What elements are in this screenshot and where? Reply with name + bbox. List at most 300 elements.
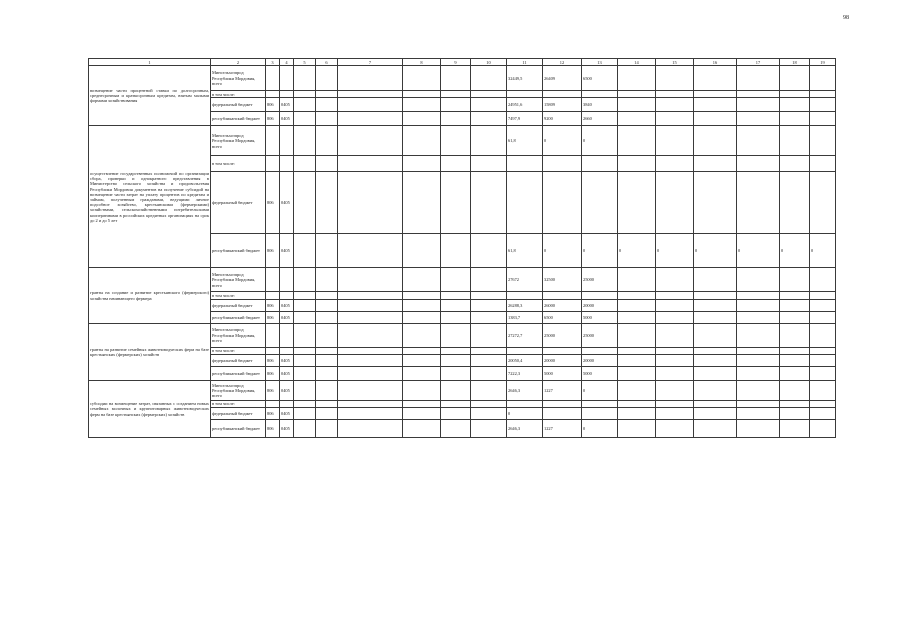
section-code: 0405 bbox=[280, 98, 294, 112]
amount-cell bbox=[694, 268, 737, 292]
amount-cell bbox=[543, 91, 582, 98]
amount-cell bbox=[507, 400, 543, 407]
amount-cell bbox=[780, 311, 810, 323]
amount-cell bbox=[694, 420, 737, 438]
amount-cell: 6500 bbox=[582, 66, 618, 91]
empty-cell bbox=[294, 156, 316, 172]
amount-cell bbox=[810, 380, 836, 400]
empty-cell bbox=[294, 268, 316, 292]
amount-cell bbox=[694, 126, 737, 156]
amount-cell bbox=[810, 366, 836, 380]
amount-cell bbox=[543, 408, 582, 420]
column-number: 10 bbox=[471, 59, 507, 66]
empty-cell bbox=[471, 347, 507, 354]
amount-cell bbox=[737, 172, 780, 234]
amount-cell bbox=[656, 366, 694, 380]
amount-cell: 5000 bbox=[582, 311, 618, 323]
empty-cell bbox=[338, 323, 403, 347]
amount-cell bbox=[694, 354, 737, 366]
amount-cell: 1227 bbox=[543, 380, 582, 400]
measure-description: осуществление государственных полномочий по организации сбора, проверки и однократного представления в Министерство сельского хозяйства и продовольствия Республики Мордовия документов на получение субсидий на возмещение части затрат на уплату процентов по кредитам и займам, полученным гражданами, ведущими личное подсобное хозяйство, крестьянскими (фермерскими) хозяйствами, сельскохозяйственными потребительскими кооперативами в российских кредитных организациях на срок до 2 и до 5 лет bbox=[89, 126, 211, 268]
column-number: 9 bbox=[441, 59, 471, 66]
empty-cell bbox=[316, 66, 338, 91]
amount-cell bbox=[656, 347, 694, 354]
empty-cell bbox=[471, 112, 507, 126]
empty-cell bbox=[316, 234, 338, 268]
amount-cell bbox=[810, 172, 836, 234]
empty-cell bbox=[294, 172, 316, 234]
amount-cell bbox=[618, 420, 656, 438]
amount-cell bbox=[810, 354, 836, 366]
empty-cell bbox=[338, 408, 403, 420]
empty-cell bbox=[441, 366, 471, 380]
empty-cell bbox=[294, 112, 316, 126]
empty-cell bbox=[294, 354, 316, 366]
measure-description: гранты на создание и развитие крестьянского (фермерского) хозяйства начинающего фермера bbox=[89, 268, 211, 323]
empty-cell bbox=[441, 299, 471, 311]
amount-cell bbox=[780, 98, 810, 112]
page-number: 98 bbox=[843, 15, 849, 21]
empty-cell bbox=[403, 98, 441, 112]
empty-cell bbox=[294, 91, 316, 98]
amount-cell: 6500 bbox=[543, 311, 582, 323]
amount-cell bbox=[780, 420, 810, 438]
table-row bbox=[89, 323, 836, 347]
amount-cell: 0 bbox=[694, 234, 737, 268]
amount-cell bbox=[694, 311, 737, 323]
column-number: 13 bbox=[582, 59, 618, 66]
amount-cell: 32500 bbox=[543, 268, 582, 292]
amount-cell: 7222,3 bbox=[507, 366, 543, 380]
amount-cell bbox=[694, 112, 737, 126]
amount-cell bbox=[618, 91, 656, 98]
empty-cell bbox=[316, 126, 338, 156]
column-number: 16 bbox=[694, 59, 737, 66]
grbs-code: 806 bbox=[266, 408, 280, 420]
funding-source: Минсельхозпрод Республики Мордовия, всего bbox=[211, 126, 266, 156]
column-number: 11 bbox=[507, 59, 543, 66]
amount-cell bbox=[694, 292, 737, 299]
section-code: 0405 bbox=[280, 366, 294, 380]
amount-cell bbox=[582, 292, 618, 299]
grbs-code: 806 bbox=[266, 366, 280, 380]
column-number: 6 bbox=[316, 59, 338, 66]
amount-cell bbox=[618, 66, 656, 91]
amount-cell: 5000 bbox=[543, 366, 582, 380]
amount-cell bbox=[737, 299, 780, 311]
empty-cell bbox=[471, 366, 507, 380]
empty-cell bbox=[338, 156, 403, 172]
empty-cell bbox=[403, 234, 441, 268]
amount-cell bbox=[618, 172, 656, 234]
amount-cell bbox=[737, 91, 780, 98]
amount-cell bbox=[810, 126, 836, 156]
empty-cell bbox=[441, 268, 471, 292]
empty-cell bbox=[316, 400, 338, 407]
amount-cell bbox=[656, 172, 694, 234]
amount-cell bbox=[543, 347, 582, 354]
empty-cell bbox=[403, 268, 441, 292]
funding-source: в том числе: bbox=[211, 91, 266, 98]
empty-cell bbox=[294, 299, 316, 311]
amount-cell bbox=[780, 172, 810, 234]
grbs-code bbox=[266, 66, 280, 91]
amount-cell: 0 bbox=[656, 234, 694, 268]
empty-cell bbox=[316, 268, 338, 292]
amount-cell bbox=[694, 347, 737, 354]
amount-cell: 61,8 bbox=[507, 126, 543, 156]
amount-cell bbox=[618, 268, 656, 292]
empty-cell bbox=[403, 91, 441, 98]
amount-cell: 9200 bbox=[543, 112, 582, 126]
empty-cell bbox=[316, 112, 338, 126]
empty-cell bbox=[294, 400, 316, 407]
funding-source: федеральный бюджет bbox=[211, 299, 266, 311]
empty-cell bbox=[338, 311, 403, 323]
amount-cell bbox=[737, 347, 780, 354]
grbs-code bbox=[266, 323, 280, 347]
amount-cell bbox=[737, 366, 780, 380]
amount-cell bbox=[810, 112, 836, 126]
section-code bbox=[280, 400, 294, 407]
empty-cell bbox=[441, 91, 471, 98]
amount-cell: 0 bbox=[737, 234, 780, 268]
empty-cell bbox=[316, 366, 338, 380]
empty-cell bbox=[471, 400, 507, 407]
amount-cell bbox=[780, 292, 810, 299]
amount-cell bbox=[737, 292, 780, 299]
empty-cell bbox=[338, 292, 403, 299]
empty-cell bbox=[403, 380, 441, 400]
section-code bbox=[280, 156, 294, 172]
measure-description: субсидии на возмещение затрат, связанных с созданием новых семейных молочных и крупнотоварных животноводческих ферм на базе крестьянских (фермерских) хозяйств bbox=[89, 380, 211, 437]
funding-source: республиканский бюджет bbox=[211, 112, 266, 126]
amount-cell bbox=[780, 380, 810, 400]
empty-cell bbox=[403, 347, 441, 354]
funding-source: в том числе: bbox=[211, 347, 266, 354]
amount-cell bbox=[656, 354, 694, 366]
empty-cell bbox=[403, 299, 441, 311]
amount-cell: 0 bbox=[543, 234, 582, 268]
amount-cell bbox=[618, 98, 656, 112]
amount-cell: 24951,6 bbox=[507, 98, 543, 112]
amount-cell bbox=[810, 420, 836, 438]
amount-cell bbox=[656, 380, 694, 400]
amount-cell bbox=[507, 91, 543, 98]
grbs-code: 806 bbox=[266, 354, 280, 366]
amount-cell: 5000 bbox=[582, 366, 618, 380]
amount-cell bbox=[737, 126, 780, 156]
amount-cell: 26288,3 bbox=[507, 299, 543, 311]
amount-cell bbox=[694, 299, 737, 311]
grbs-code: 806 bbox=[266, 172, 280, 234]
amount-cell bbox=[618, 366, 656, 380]
empty-cell bbox=[403, 112, 441, 126]
empty-cell bbox=[471, 66, 507, 91]
amount-cell: 0 bbox=[543, 126, 582, 156]
empty-cell bbox=[316, 292, 338, 299]
empty-cell bbox=[338, 91, 403, 98]
empty-cell bbox=[316, 408, 338, 420]
funding-source: федеральный бюджет bbox=[211, 354, 266, 366]
empty-cell bbox=[316, 323, 338, 347]
empty-cell bbox=[294, 292, 316, 299]
empty-cell bbox=[338, 268, 403, 292]
section-code: 0405 bbox=[280, 380, 294, 400]
amount-cell bbox=[810, 98, 836, 112]
empty-cell bbox=[441, 408, 471, 420]
empty-cell bbox=[471, 354, 507, 366]
empty-cell bbox=[294, 98, 316, 112]
column-number: 18 bbox=[780, 59, 810, 66]
section-code bbox=[280, 66, 294, 91]
empty-cell bbox=[441, 380, 471, 400]
empty-cell bbox=[294, 126, 316, 156]
column-number: 2 bbox=[211, 59, 266, 66]
amount-cell: 0 bbox=[810, 234, 836, 268]
funding-source: федеральный бюджет bbox=[211, 98, 266, 112]
amount-cell bbox=[656, 323, 694, 347]
amount-cell: 32449,5 bbox=[507, 66, 543, 91]
column-number: 5 bbox=[294, 59, 316, 66]
empty-cell bbox=[471, 98, 507, 112]
amount-cell bbox=[507, 156, 543, 172]
empty-cell bbox=[471, 311, 507, 323]
amount-cell bbox=[618, 354, 656, 366]
empty-cell bbox=[338, 66, 403, 91]
amount-cell bbox=[656, 66, 694, 91]
amount-cell bbox=[582, 408, 618, 420]
amount-cell bbox=[737, 156, 780, 172]
grbs-code: 806 bbox=[266, 299, 280, 311]
amount-cell bbox=[656, 311, 694, 323]
empty-cell bbox=[403, 311, 441, 323]
amount-cell: 25000 bbox=[582, 268, 618, 292]
amount-cell bbox=[618, 323, 656, 347]
amount-cell bbox=[780, 354, 810, 366]
funding-source: Минсельхозпрод Республики Мордовия, всего bbox=[211, 66, 266, 91]
amount-cell bbox=[737, 311, 780, 323]
amount-cell bbox=[618, 380, 656, 400]
empty-cell bbox=[471, 156, 507, 172]
amount-cell bbox=[656, 126, 694, 156]
empty-cell bbox=[471, 234, 507, 268]
amount-cell bbox=[780, 91, 810, 98]
funding-source: Минсельхозпрод Республики Мордовия, всего bbox=[211, 268, 266, 292]
funding-source: федеральный бюджет bbox=[211, 172, 266, 234]
empty-cell bbox=[471, 268, 507, 292]
amount-cell: 0 bbox=[780, 234, 810, 268]
section-code: 0405 bbox=[280, 311, 294, 323]
grbs-code: 806 bbox=[266, 112, 280, 126]
amount-cell: 0 bbox=[618, 234, 656, 268]
empty-cell bbox=[294, 234, 316, 268]
empty-cell bbox=[441, 400, 471, 407]
empty-cell bbox=[471, 299, 507, 311]
section-code bbox=[280, 347, 294, 354]
amount-cell bbox=[694, 98, 737, 112]
section-code: 0405 bbox=[280, 354, 294, 366]
amount-cell bbox=[582, 400, 618, 407]
funding-source: Минсельхозпрод Республики Мордовия, всего bbox=[211, 323, 266, 347]
amount-cell bbox=[618, 292, 656, 299]
empty-cell bbox=[294, 420, 316, 438]
empty-cell bbox=[294, 311, 316, 323]
amount-cell: 26000 bbox=[543, 299, 582, 311]
column-number: 7 bbox=[338, 59, 403, 66]
header-row bbox=[89, 59, 836, 66]
amount-cell bbox=[694, 323, 737, 347]
empty-cell bbox=[403, 408, 441, 420]
empty-cell bbox=[316, 347, 338, 354]
amount-cell: 1383,7 bbox=[507, 311, 543, 323]
amount-cell bbox=[543, 172, 582, 234]
amount-cell bbox=[694, 156, 737, 172]
amount-cell bbox=[810, 292, 836, 299]
empty-cell bbox=[441, 126, 471, 156]
empty-cell bbox=[403, 156, 441, 172]
amount-cell bbox=[810, 91, 836, 98]
amount-cell bbox=[810, 299, 836, 311]
empty-cell bbox=[403, 366, 441, 380]
empty-cell bbox=[471, 380, 507, 400]
empty-cell bbox=[294, 323, 316, 347]
empty-cell bbox=[441, 112, 471, 126]
empty-cell bbox=[403, 66, 441, 91]
amount-cell bbox=[582, 172, 618, 234]
amount-cell bbox=[618, 299, 656, 311]
table-row bbox=[89, 126, 836, 156]
empty-cell bbox=[471, 420, 507, 438]
funding-source: республиканский бюджет bbox=[211, 234, 266, 268]
empty-cell bbox=[471, 292, 507, 299]
amount-cell: 0 bbox=[507, 408, 543, 420]
empty-cell bbox=[441, 292, 471, 299]
empty-cell bbox=[403, 292, 441, 299]
amount-cell bbox=[618, 112, 656, 126]
empty-cell bbox=[441, 234, 471, 268]
amount-cell: 27272,7 bbox=[507, 323, 543, 347]
empty-cell bbox=[338, 354, 403, 366]
empty-cell bbox=[471, 408, 507, 420]
grbs-code bbox=[266, 91, 280, 98]
empty-cell bbox=[441, 420, 471, 438]
amount-cell bbox=[656, 299, 694, 311]
section-code: 0405 bbox=[280, 172, 294, 234]
amount-cell: 2646,3 bbox=[507, 380, 543, 400]
amount-cell bbox=[737, 323, 780, 347]
column-number: 12 bbox=[543, 59, 582, 66]
empty-cell bbox=[441, 172, 471, 234]
empty-cell bbox=[471, 323, 507, 347]
measure-description: гранты на развитие семейных животноводческих ферм на базе крестьянских (фермерских) хозяйств bbox=[89, 323, 211, 380]
grbs-code: 806 bbox=[266, 311, 280, 323]
amount-cell: 25000 bbox=[582, 323, 618, 347]
section-code bbox=[280, 292, 294, 299]
amount-cell bbox=[737, 98, 780, 112]
empty-cell bbox=[338, 400, 403, 407]
amount-cell: 27672 bbox=[507, 268, 543, 292]
amount-cell bbox=[780, 347, 810, 354]
section-code bbox=[280, 91, 294, 98]
amount-cell: 26409 bbox=[543, 66, 582, 91]
funding-source: республиканский бюджет bbox=[211, 366, 266, 380]
amount-cell bbox=[694, 380, 737, 400]
amount-cell bbox=[737, 112, 780, 126]
amount-cell bbox=[737, 400, 780, 407]
column-number: 3 bbox=[266, 59, 280, 66]
amount-cell: 1227 bbox=[543, 420, 582, 438]
amount-cell bbox=[694, 91, 737, 98]
amount-cell bbox=[543, 292, 582, 299]
empty-cell bbox=[338, 234, 403, 268]
amount-cell bbox=[618, 311, 656, 323]
amount-cell bbox=[543, 400, 582, 407]
amount-cell bbox=[656, 420, 694, 438]
amount-cell bbox=[810, 311, 836, 323]
section-code bbox=[280, 268, 294, 292]
amount-cell bbox=[810, 323, 836, 347]
empty-cell bbox=[338, 98, 403, 112]
amount-cell: 0 bbox=[582, 380, 618, 400]
amount-cell bbox=[618, 408, 656, 420]
amount-cell bbox=[737, 408, 780, 420]
amount-cell bbox=[737, 354, 780, 366]
amount-cell: 15809 bbox=[543, 98, 582, 112]
grbs-code bbox=[266, 400, 280, 407]
empty-cell bbox=[316, 172, 338, 234]
amount-cell bbox=[582, 156, 618, 172]
empty-cell bbox=[441, 311, 471, 323]
empty-cell bbox=[338, 420, 403, 438]
amount-cell bbox=[780, 126, 810, 156]
amount-cell: 20000 bbox=[543, 354, 582, 366]
amount-cell bbox=[780, 268, 810, 292]
amount-cell bbox=[737, 380, 780, 400]
empty-cell bbox=[403, 400, 441, 407]
empty-cell bbox=[316, 354, 338, 366]
section-code: 0405 bbox=[280, 234, 294, 268]
amount-cell: 3840 bbox=[582, 98, 618, 112]
amount-cell bbox=[618, 347, 656, 354]
amount-cell bbox=[780, 299, 810, 311]
measure-description: возмещение части процентной ставки по долгосрочным, среднесрочным и краткосрочным кредитам, взятым малыми формами хозяйствования bbox=[89, 66, 211, 126]
grbs-code bbox=[266, 347, 280, 354]
amount-cell bbox=[737, 420, 780, 438]
amount-cell bbox=[810, 347, 836, 354]
empty-cell bbox=[338, 380, 403, 400]
empty-cell bbox=[441, 347, 471, 354]
amount-cell: 7497,9 bbox=[507, 112, 543, 126]
empty-cell bbox=[441, 156, 471, 172]
empty-cell bbox=[316, 98, 338, 112]
amount-cell bbox=[810, 400, 836, 407]
amount-cell bbox=[780, 323, 810, 347]
column-number: 14 bbox=[618, 59, 656, 66]
funding-source: в том числе: bbox=[211, 156, 266, 172]
empty-cell bbox=[441, 354, 471, 366]
empty-cell bbox=[403, 420, 441, 438]
empty-cell bbox=[338, 112, 403, 126]
table-body bbox=[89, 59, 836, 438]
amount-cell bbox=[737, 66, 780, 91]
amount-cell bbox=[694, 66, 737, 91]
budget-table bbox=[88, 58, 836, 438]
amount-cell bbox=[810, 268, 836, 292]
grbs-code: 806 bbox=[266, 234, 280, 268]
amount-cell bbox=[694, 400, 737, 407]
amount-cell: 2660 bbox=[582, 112, 618, 126]
